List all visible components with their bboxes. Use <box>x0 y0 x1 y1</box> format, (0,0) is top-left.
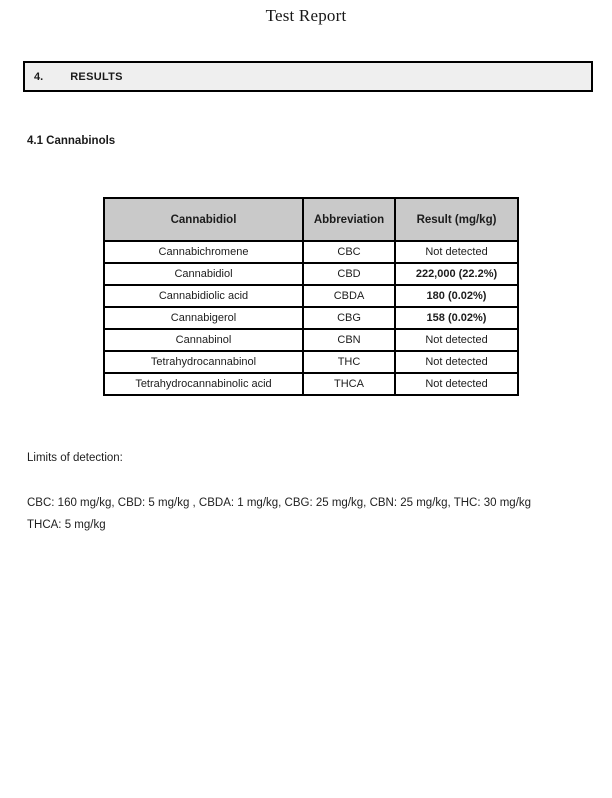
abbreviation-cell: THC <box>303 351 395 373</box>
limits-line-1: CBC: 160 mg/kg, CBD: 5 mg/kg , CBDA: 1 mg/kg, CBG: 25 mg/kg, CBN: 25 mg/kg, THC: 30 mg/kg <box>27 497 532 509</box>
results-table-body <box>104 241 518 395</box>
result-cell: 222,000 (22.2%) <box>395 263 518 285</box>
result-cell: 180 (0.02%) <box>395 285 518 307</box>
results-table-header <box>104 198 518 241</box>
result-cell: Not detected <box>395 241 518 263</box>
abbreviation-cell: CBN <box>303 329 395 351</box>
page-title: Test Report <box>265 6 347 25</box>
limits-of-detection-text <box>27 492 587 536</box>
table-row <box>104 329 518 351</box>
results-table <box>103 197 519 396</box>
result-cell: Not detected <box>395 373 518 395</box>
result-cell: Not detected <box>395 351 518 373</box>
subsection-heading: 4.1 Cannabinols <box>27 135 116 147</box>
compound-name-cell: Cannabinol <box>104 329 303 351</box>
compound-name-cell: Cannabichromene <box>104 241 303 263</box>
compound-name-cell: Cannabidiol <box>104 263 303 285</box>
table-header-abbreviation: Abbreviation <box>303 198 395 241</box>
compound-name-cell: Cannabidiolic acid <box>104 285 303 307</box>
table-header-row <box>104 198 518 241</box>
compound-name-cell: Cannabigerol <box>104 307 303 329</box>
results-section-box <box>23 61 593 92</box>
abbreviation-cell: CBG <box>303 307 395 329</box>
result-cell: 158 (0.02%) <box>395 307 518 329</box>
table-row <box>104 351 518 373</box>
results-section-heading: RESULTS <box>70 70 123 83</box>
abbreviation-cell: CBDA <box>303 285 395 307</box>
limits-line-2: THCA: 5 mg/kg <box>27 519 106 531</box>
table-row <box>104 241 518 263</box>
table-row <box>104 307 518 329</box>
abbreviation-cell: CBC <box>303 241 395 263</box>
table-row <box>104 263 518 285</box>
table-row <box>104 285 518 307</box>
table-header-result: Result (mg/kg) <box>395 198 518 241</box>
table-header-compound: Cannabidiol <box>104 198 303 241</box>
result-cell: Not detected <box>395 329 518 351</box>
abbreviation-cell: THCA <box>303 373 395 395</box>
limits-of-detection-label: Limits of detection: <box>27 452 123 464</box>
compound-name-cell: Tetrahydrocannabinolic acid <box>104 373 303 395</box>
compound-name-cell: Tetrahydrocannabinol <box>104 351 303 373</box>
abbreviation-cell: CBD <box>303 263 395 285</box>
table-row <box>104 373 518 395</box>
results-section-number: 4. <box>34 70 44 83</box>
